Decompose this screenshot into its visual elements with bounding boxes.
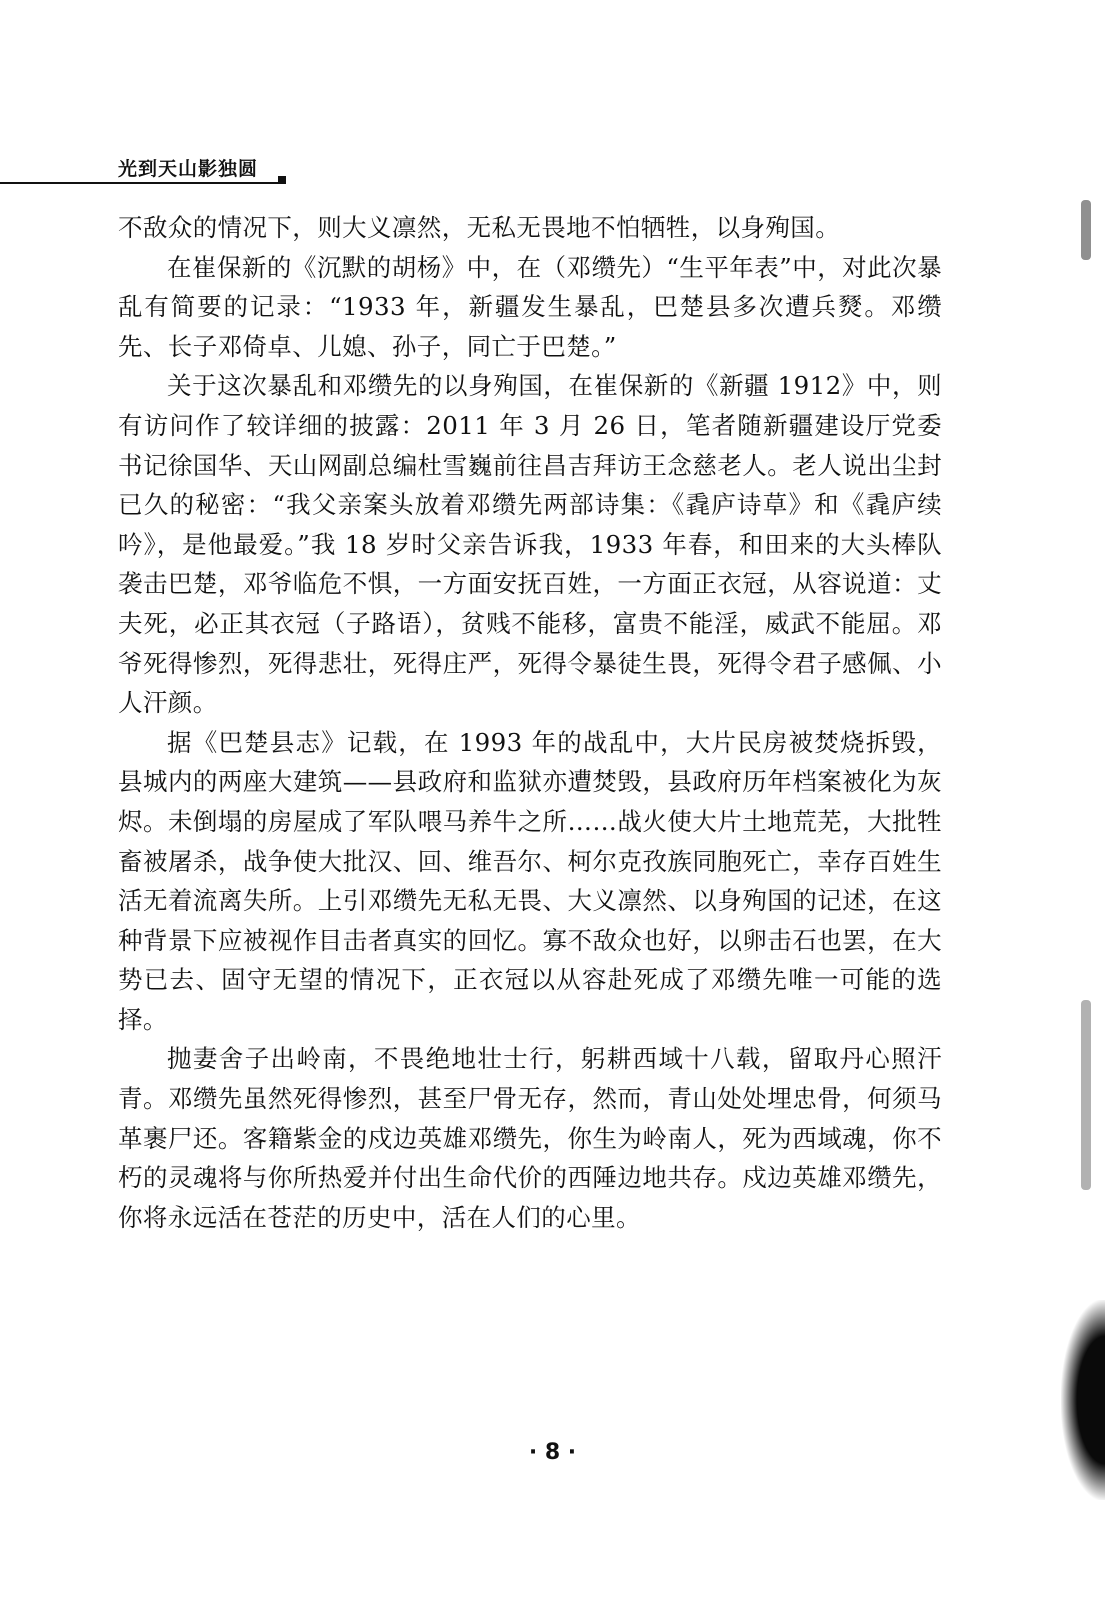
body-text bbox=[118, 208, 942, 1237]
paragraph: 抛妻舍子出岭南，不畏绝地壮士行，躬耕西域十八载，留取丹心照汗青。邓缵先虽然死得惨烈，甚至尸骨无存，然而，青山处处埋忠骨，何须马革裹尸还。客籍紫金的戍边英雄邓缵先，你生为岭南人，死为西域魂，你不朽的灵魂将与你所热爱并付出生命代价的西陲边地共存。戍边英雄邓缵先，你将永远活在苍茫的历史中，活在人们的心里。 bbox=[118, 1044, 942, 1232]
scan-edge-mark bbox=[1081, 1000, 1091, 1190]
paragraph: 据《巴楚县志》记载，在 1993 年的战乱中，大片民房被焚烧拆毁，县城内的两座大建筑——县政府和监狱亦遭焚毁，县政府历年档案被化为灰烬。未倒塌的房屋成了军队喂马养牛之所……战火使大片土地荒芜，大批牲畜被屠杀，战争使大批汉、回、维吾尔、柯尔克孜族同胞死亡，幸存百姓生活无着流离失所。上引邓缵先无私无畏、大义凛然、以身殉国的记述，在这种背景下应被视作目击者真实的回忆。寡不敌众也好，以卵击石也罢，在大势已去、固守无望的情况下，正衣冠以从容赴死成了邓缵先唯一可能的选择。 bbox=[118, 727, 942, 1034]
running-header bbox=[0, 148, 300, 188]
running-header-title: 光到天山影独圆 bbox=[118, 158, 259, 180]
scan-edge-mark bbox=[1081, 200, 1091, 260]
scan-edge-shadow bbox=[1061, 1300, 1105, 1500]
paragraph: 在崔保新的《沉默的胡杨》中，在（邓缵先）“生平年表”中，对此次暴乱有简要的记录：“1933 年，新疆发生暴乱，巴楚县多次遭兵燹。邓缵先、长子邓倚卓、儿媳、孙子，同亡于巴楚。” bbox=[118, 252, 942, 361]
page-number: · 8 · bbox=[528, 1440, 577, 1465]
header-rule bbox=[0, 182, 282, 184]
header-square-mark bbox=[278, 176, 286, 184]
paragraph-continuation: 不敌众的情况下，则大义凛然，无私无畏地不怕牺牲，以身殉国。 bbox=[118, 213, 841, 242]
paragraph: 关于这次暴乱和邓缵先的以身殉国，在崔保新的《新疆 1912》中，则有访问作了较详细的披露：2011 年 3 月 26 日，笔者随新疆建设厅党委书记徐国华、天山网副总编杜雪巍前往昌吉拜访王念慈老人。老人说出尘封已久的秘密：“我父亲案头放着邓缵先两部诗集：《毳庐诗草》和《毳庐续吟》，是他最爱。”我 18 岁时父亲告诉我，1933 年春，和田来的大头棒队袭击巴楚，邓爷临危不惧，一方面安抚百姓，一方面正衣冠，从容说道：丈夫死，必正其衣冠（子路语），贫贱不能移，富贵不能淫，威武不能屈。邓爷死得惨烈，死得悲壮，死得庄严，死得令暴徒生畏，死得令君子感佩、小人汗颜。 bbox=[118, 371, 942, 718]
